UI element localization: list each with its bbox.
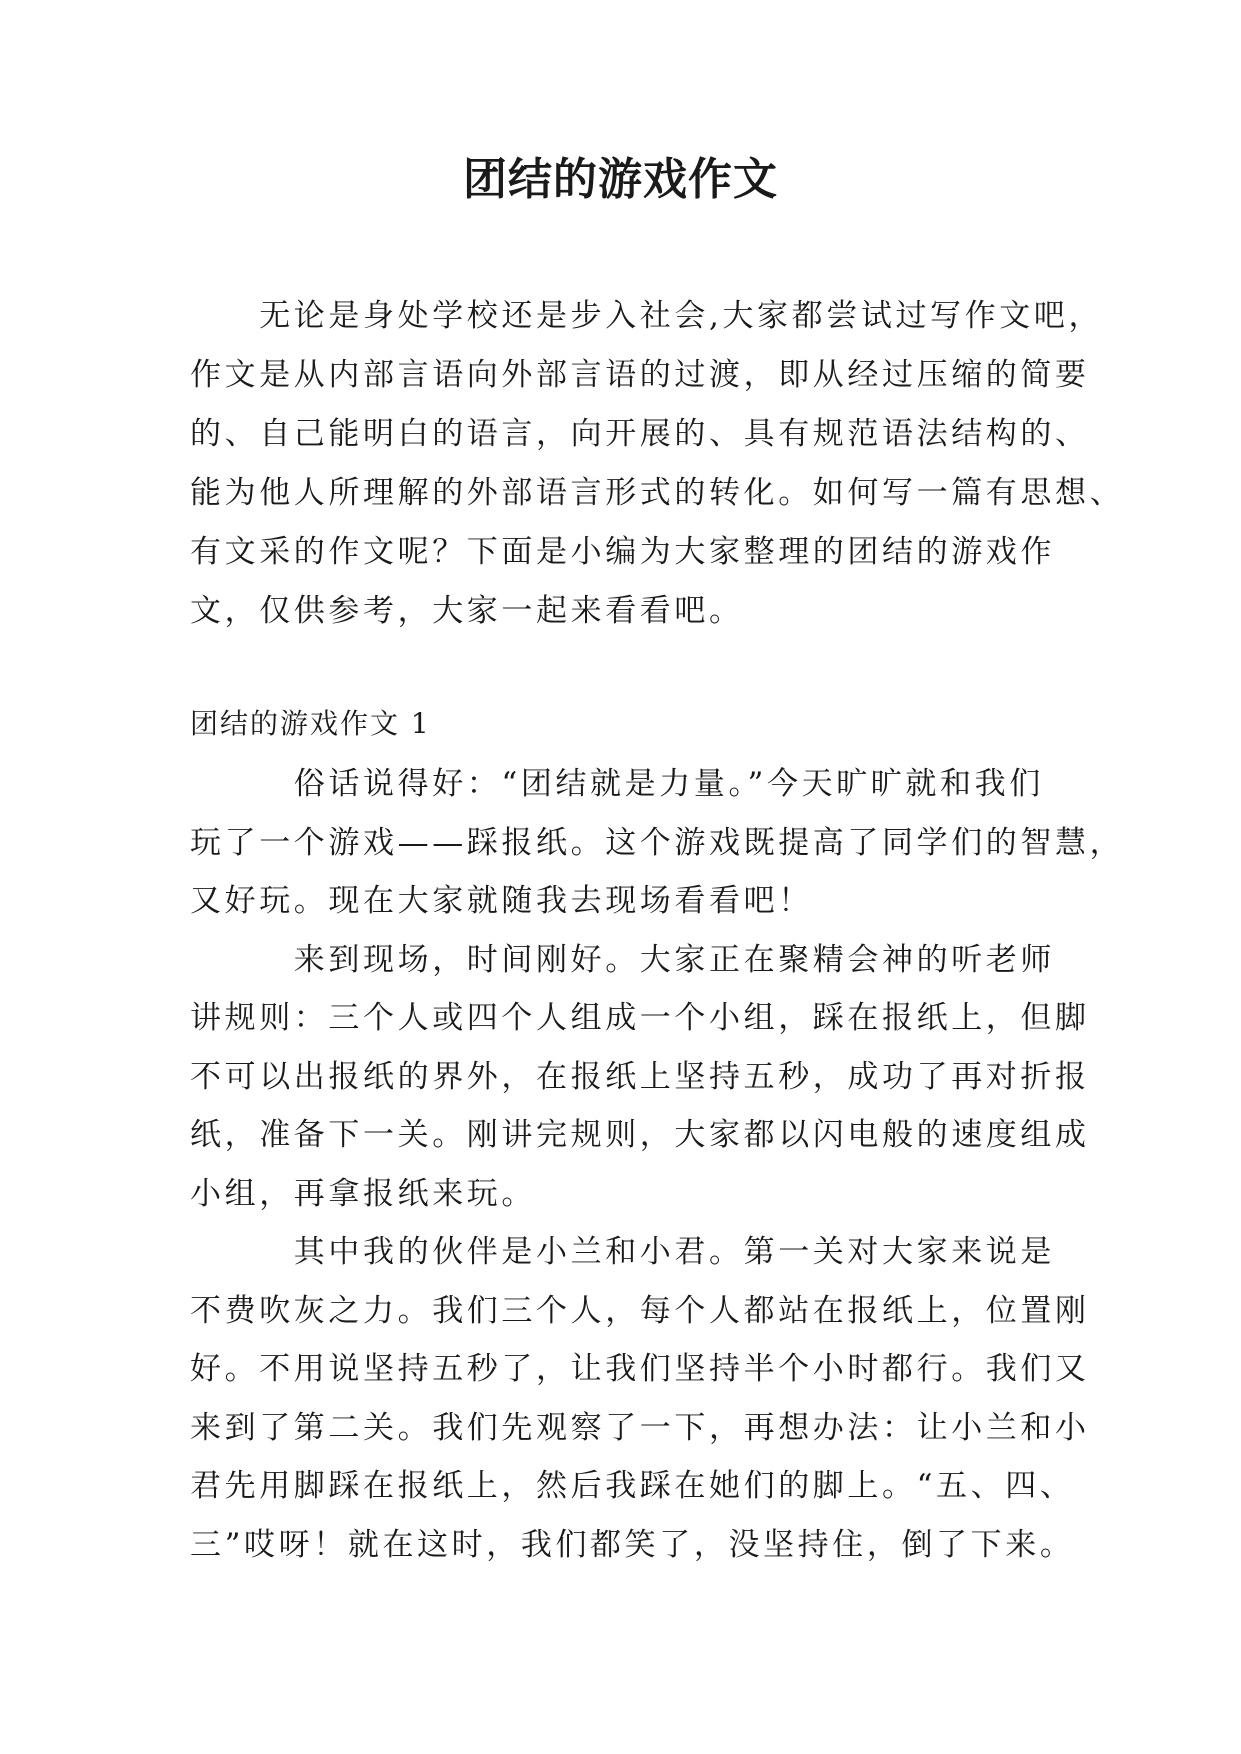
story-line: 其中我的伙伴是小兰和小君。第一关对大家来说是 <box>190 1234 1055 1270</box>
story-body <box>190 755 1125 1574</box>
document-title: 团结的游戏作文 <box>463 154 778 205</box>
section-heading: 团结的游戏作文 1 <box>190 707 431 740</box>
story-line: 又好玩。现在大家就随我去现场看看吧！ <box>190 883 813 919</box>
story-line: 三”哎呀！就在这时，我们都笑了，没坚持住，倒了下来。 <box>190 1526 1075 1563</box>
story-line: 好。不用说坚持五秒了，让我们坚持半个小时都行。我们又 <box>190 1351 1090 1387</box>
story-line: 小组，再拿报纸来玩。 <box>190 1175 536 1212</box>
story-line: 来到现场，时间刚好。大家正在聚精会神的听老师 <box>190 941 1055 978</box>
intro-line: 有文采的作文呢？下面是小编为大家整理的团结的游戏作 <box>190 534 1055 570</box>
story-line: 君先用脚踩在报纸上，然后我踩在她们的脚上。“五、四、 <box>190 1468 1075 1504</box>
intro-line: 能为他人所理解的外部语言形式的转化。如何写一篇有思想、 <box>190 475 1125 511</box>
intro-line: 作文是从内部言语向外部言语的过渡，即从经过压缩的简要 <box>190 357 1090 393</box>
intro-line: 文，仅供参考，大家一起来看看吧。 <box>190 593 744 629</box>
intro-paragraph <box>190 287 1125 641</box>
story-line: 来到了第二关。我们先观察了一下，再想办法：让小兰和小 <box>190 1409 1090 1446</box>
story-line: 纸，准备下一关。刚讲完规则，大家都以闪电般的速度组成 <box>190 1117 1090 1153</box>
story-line: 不费吹灰之力。我们三个人，每个人都站在报纸上，位置刚 <box>190 1292 1090 1329</box>
story-line: 不可以出报纸的界外，在报纸上坚持五秒，成功了再对折报 <box>190 1058 1090 1095</box>
story-line: 俗话说得好：“团结就是力量。”今天旷旷就和我们 <box>190 766 1044 802</box>
intro-line: 无论是身处学校还是步入社会,大家都尝试过写作文吧， <box>190 298 1104 334</box>
story-line: 玩了一个游戏——踩报纸。这个游戏既提高了同学们的智慧， <box>190 824 1125 861</box>
story-line: 讲规则：三个人或四个人组成一个小组，踩在报纸上，但脚 <box>190 1000 1090 1036</box>
intro-line: 的、自己能明白的语言，向开展的、具有规范语法结构的、 <box>190 416 1090 452</box>
